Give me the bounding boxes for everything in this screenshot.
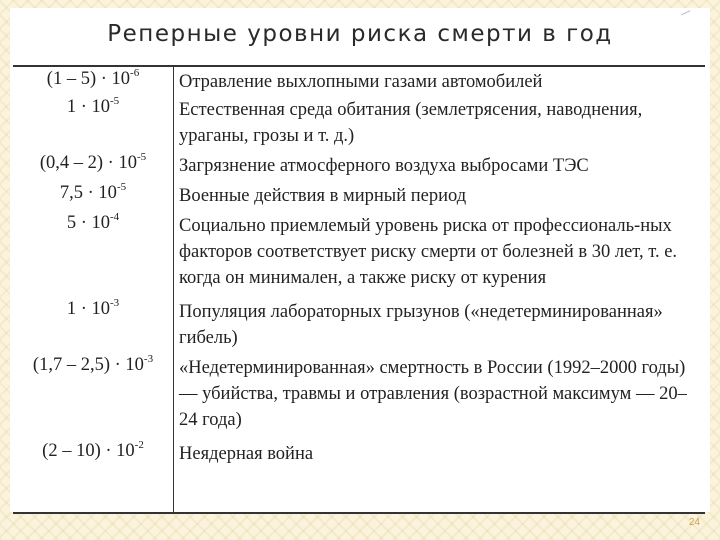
table-row xyxy=(13,297,173,353)
risk-description: Отравление выхлопными газами автомобилей xyxy=(179,72,543,92)
risk-description: Популяция лабораторных грызунов («недетерминированная» гибель) xyxy=(179,302,663,348)
risk-level xyxy=(13,439,173,462)
table-row xyxy=(13,181,173,211)
risk-level xyxy=(13,211,173,234)
table-row xyxy=(13,67,173,95)
slide-sheet xyxy=(10,8,710,512)
risk-base: (0,4 – 2) · 10 xyxy=(39,153,137,173)
risk-level xyxy=(13,353,173,376)
risk-base: 7,5 · 10 xyxy=(59,183,117,203)
risk-exponent: -3 xyxy=(143,353,154,365)
risk-level xyxy=(13,151,173,174)
page-number: 24 xyxy=(688,517,700,528)
risk-level xyxy=(13,67,173,90)
risk-base: (2 – 10) · 10 xyxy=(42,441,135,461)
risk-level xyxy=(13,297,173,320)
risk-level-column xyxy=(13,67,174,512)
description-column xyxy=(174,67,705,512)
table-row xyxy=(174,95,705,151)
table-row xyxy=(13,95,173,151)
table-row xyxy=(13,151,173,181)
table-row xyxy=(13,439,173,469)
risk-exponent: -5 xyxy=(136,151,147,163)
risk-level xyxy=(13,95,173,118)
risk-description: Социально приемлемый уровень риска от профессиональ-ных факторов соответствует риску смерти от болезней в 30 лет, т. е. когда он минимален, а также риску от курения xyxy=(179,216,678,288)
risk-description: Естественная среда обитания (землетрясения, наводнения, ураганы, грозы и т. д.) xyxy=(179,100,643,146)
risk-base: 1 · 10 xyxy=(66,97,110,117)
table-row xyxy=(174,151,705,181)
risk-base: (1,7 – 2,5) · 10 xyxy=(32,355,144,375)
table-row xyxy=(13,353,173,439)
table-row xyxy=(174,211,705,297)
risk-description: Неядерная война xyxy=(179,444,314,464)
table-row xyxy=(174,181,705,211)
table-row xyxy=(13,211,173,297)
table-title: Реперные уровни риска смерти в год xyxy=(107,21,613,47)
risk-exponent: -3 xyxy=(110,297,120,309)
risk-description: Загрязнение атмосферного воздуха выбросами ТЭС xyxy=(179,156,589,176)
risk-base: 1 · 10 xyxy=(66,299,110,319)
risk-exponent: -2 xyxy=(134,439,144,451)
risk-exponent: -6 xyxy=(130,67,140,79)
risk-exponent: -5 xyxy=(116,181,127,193)
risk-base: (1 – 5) · 10 xyxy=(46,69,131,89)
risk-level xyxy=(13,181,173,204)
risk-exponent: -5 xyxy=(110,95,120,107)
table-row xyxy=(174,353,705,439)
risk-table xyxy=(13,65,705,514)
table-row xyxy=(174,297,705,353)
table-row xyxy=(174,439,705,469)
risk-base: 5 · 10 xyxy=(66,213,110,233)
risk-exponent: -4 xyxy=(110,211,120,223)
corner-mark xyxy=(681,10,693,21)
table-row xyxy=(174,67,705,95)
risk-description: Военные действия в мирный период xyxy=(179,186,467,206)
risk-description: «Недетерминированная» смертность в России (1992–2000 годы) — убийства, травмы и отравления (возрастной максимум — 20–24 года) xyxy=(179,358,687,430)
